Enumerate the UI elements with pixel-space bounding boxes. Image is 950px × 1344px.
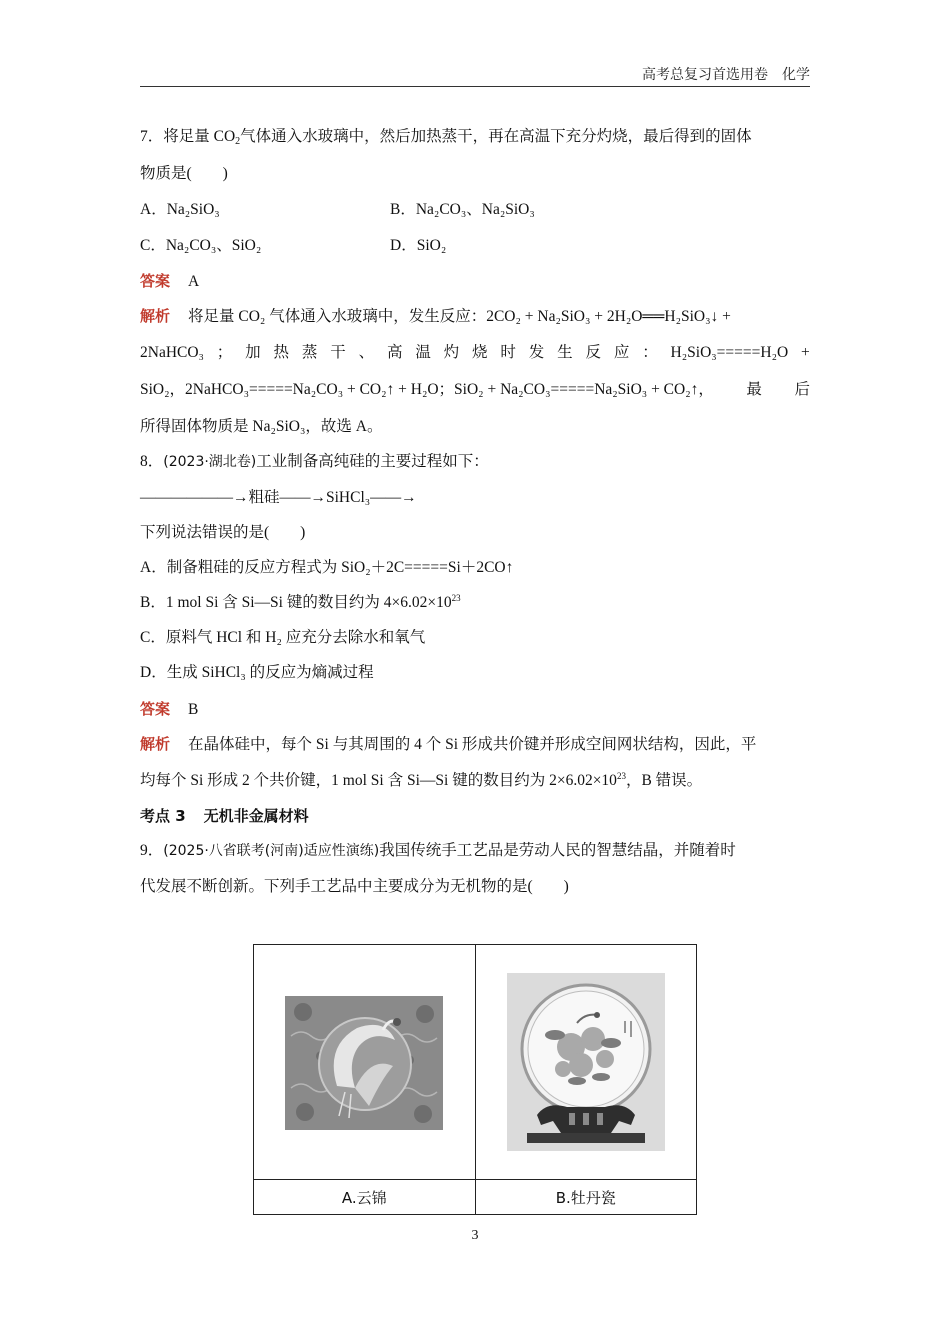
analysis-label: 解析: [140, 735, 171, 753]
analysis-label: 解析: [140, 307, 171, 325]
answer-label: 答案: [140, 700, 171, 718]
crane-brocade-image: [285, 996, 443, 1130]
q7-answer: 答案 A: [140, 272, 200, 290]
q7-analysis-line2: 2NaHCO₃ ； 加 热 蒸 干 、 高 温 灼 烧 时 发 生 反 应 ： H₂SiO₃=====H₂O +: [140, 344, 810, 361]
q7-option-d: D．SiO₂: [390, 237, 447, 254]
q7-option-a: A．Na₂SiO₃: [140, 201, 220, 218]
q8-option-c: C．原料气 HCl 和 H₂ 应充分去除水和氧气: [140, 629, 426, 646]
q7-option-b: B．Na₂CO₃、Na₂SiO₃: [390, 201, 535, 218]
q9-image-caption-b: B.牡丹瓷: [475, 1180, 697, 1215]
q7-option-c: C．Na₂CO₃、SiO₂: [140, 237, 262, 254]
q8-source: (2023·湖北卷): [163, 454, 257, 470]
q8-analysis-line2: 均每个 Si 形成 2 个共价键，1 mol Si 含 Si—Si 键的数目约为 $2\times 6.02\times 10^{23}$，B 错误。: [140, 771, 703, 789]
peony-porcelain-plate-image: [507, 973, 665, 1151]
q7-stem-line2: 物质是( ): [140, 165, 228, 182]
q7-analysis-line3: SiO₂，2NaHCO₃=====Na₂CO₃ + CO₂↑ + H₂O；SiO₂ + Na₂CO₃=====Na₂SiO₃ + CO₂↑， 最 后: [140, 381, 810, 398]
q7-analysis-line1: 解析 将足量 CO₂ 气体通入水玻璃中，发生反应：2CO₂ + Na₂SiO₃ + 2H₂O══H₂SiO₃↓ +: [140, 307, 731, 325]
q9-stem-line1: 9．(2025·八省联考(河南)适应性演练)我国传统手工艺品是劳动人民的智慧结晶，并随着时: [140, 842, 736, 859]
q8-question: 下列说法错误的是( ): [140, 524, 306, 541]
q8-option-a: A．制备粗硅的反应方程式为 SiO₂＋2C=====Si＋2CO↑: [140, 559, 514, 576]
q9-image-caption-a: A.云锦: [254, 1180, 476, 1215]
answer-label: 答案: [140, 272, 171, 290]
q7-stem-line1: 7．将足量 $CO_2$气体通入水玻璃中，然后加热蒸干，再在高温下充分灼烧，最后得到的固体: [140, 128, 752, 147]
q9-image-cell-b: [475, 945, 697, 1180]
q9-image-cell-a: [254, 945, 476, 1180]
running-header: 高考总复习首选用卷 化学: [642, 68, 810, 83]
section-heading: 考点 3 无机非金属材料: [140, 807, 309, 825]
q8-answer: 答案 B: [140, 700, 199, 718]
q9-stem-line2: 代发展不断创新。下列手工艺品中主要成分为无机物的是( ): [140, 878, 569, 895]
q8-analysis-line1: 解析 在晶体硅中，每个 Si 与其周围的 4 个 Si 形成共价键并形成空间网状结构，因此，平: [140, 735, 757, 753]
q9-source: (2025·八省联考(河南)适应性演练): [163, 843, 380, 859]
q7-analysis-line4: 所得固体物质是 Na₂SiO₃，故选 A。: [140, 418, 383, 435]
q8-process-flow: ——————→粗硅——→SiHCl₃——→: [140, 489, 417, 506]
q9-image-table: [253, 944, 697, 1215]
q8-option-d: D．生成 SiHCl₃ 的反应为熵减过程: [140, 664, 374, 681]
page-number: 3: [471, 1228, 479, 1243]
q8-option-b: B．1 mol Si 含 Si—Si 键的数目约为 $4\times 6.02\times 10^{23}$: [140, 593, 461, 611]
header-rule: [140, 86, 810, 87]
q8-stem: 8．(2023·湖北卷)工业制备高纯硅的主要过程如下：: [140, 453, 489, 470]
